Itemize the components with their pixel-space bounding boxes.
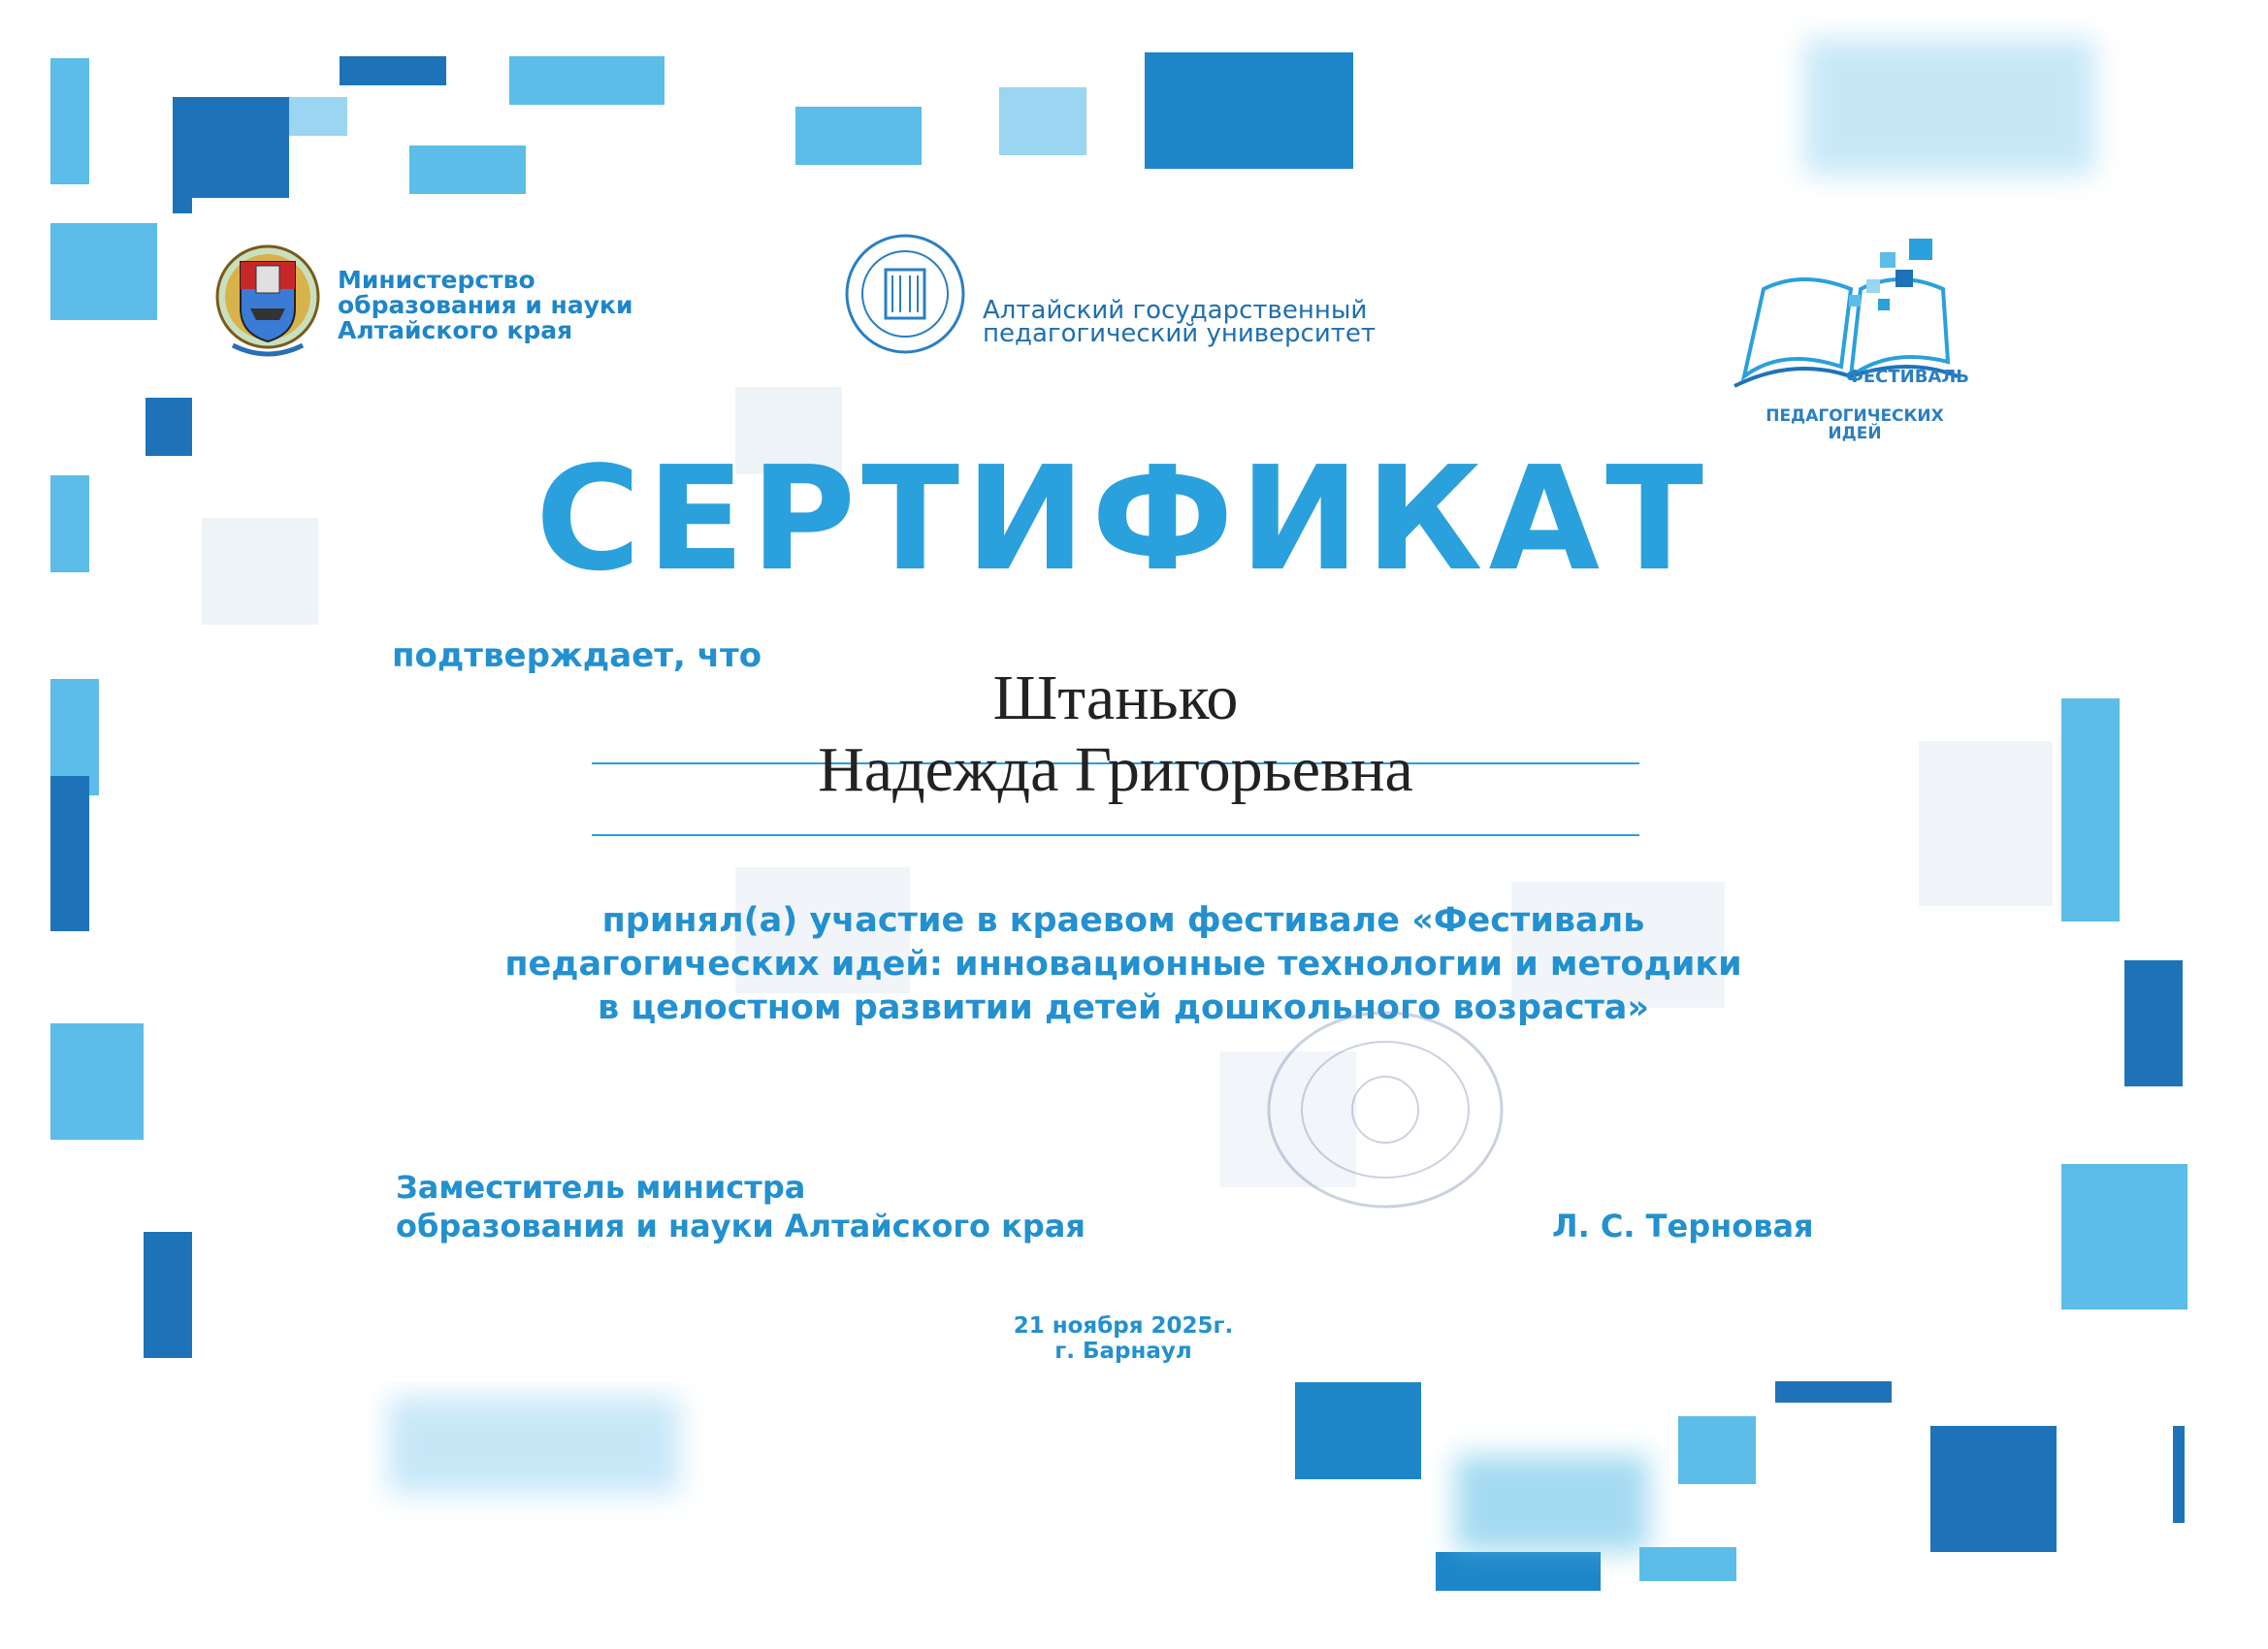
issue-date-block — [929, 1313, 1317, 1364]
university-line: Алтайский государственный — [983, 296, 1368, 325]
certificate-card — [192, 198, 2053, 1381]
ministry-name — [338, 268, 632, 343]
festival-logo — [1725, 231, 2025, 464]
confirms-text: подтверждает, что — [392, 636, 762, 675]
ministry-line: Министерство — [338, 266, 535, 294]
recipient-surname: Штанько — [992, 663, 1239, 733]
official-stamp — [1259, 1003, 1511, 1216]
ministry-line: образования и науки — [338, 291, 633, 319]
signatory-position-line: Заместитель министра — [396, 1169, 806, 1206]
university-line: педагогический университет — [983, 319, 1377, 348]
coat-of-arms-emblem — [213, 241, 322, 363]
participation-line: в целостном развитии детей дошкольного возраста» — [598, 988, 1649, 1027]
issue-city: г. Барнаул — [1054, 1339, 1192, 1364]
university-seal-icon — [842, 231, 968, 357]
participation-text — [444, 899, 1802, 1030]
festival-logo-line: ИДЕЙ — [1828, 424, 1882, 443]
signatory-position — [396, 1168, 1085, 1245]
festival-logo-line: ПЕДАГОГИЧЕСКИХ — [1766, 406, 1944, 426]
ministry-line: Алтайского края — [338, 316, 573, 344]
festival-logo-line: ФЕСТИВАЛЬ — [1846, 367, 1970, 387]
signatory-position-line: образования и науки Алтайского края — [396, 1208, 1085, 1245]
signatory-name: Л. С. Терновая — [1552, 1208, 1814, 1245]
certificate-title: СЕРТИФИКАТ — [535, 436, 1710, 602]
participation-line: педагогических идей: инновационные технологии и методики — [504, 945, 1742, 984]
issue-date: 21 ноября 2025г. — [1013, 1313, 1234, 1339]
recipient-given-names: Надежда Григорьевна — [818, 734, 1413, 805]
university-name — [983, 296, 1377, 348]
name-underline — [592, 834, 1639, 836]
participation-line: принял(а) участие в краевом фестивале «Фестиваль — [601, 901, 1645, 940]
open-book-icon — [1725, 231, 2025, 425]
card-decoration — [1919, 741, 2053, 906]
